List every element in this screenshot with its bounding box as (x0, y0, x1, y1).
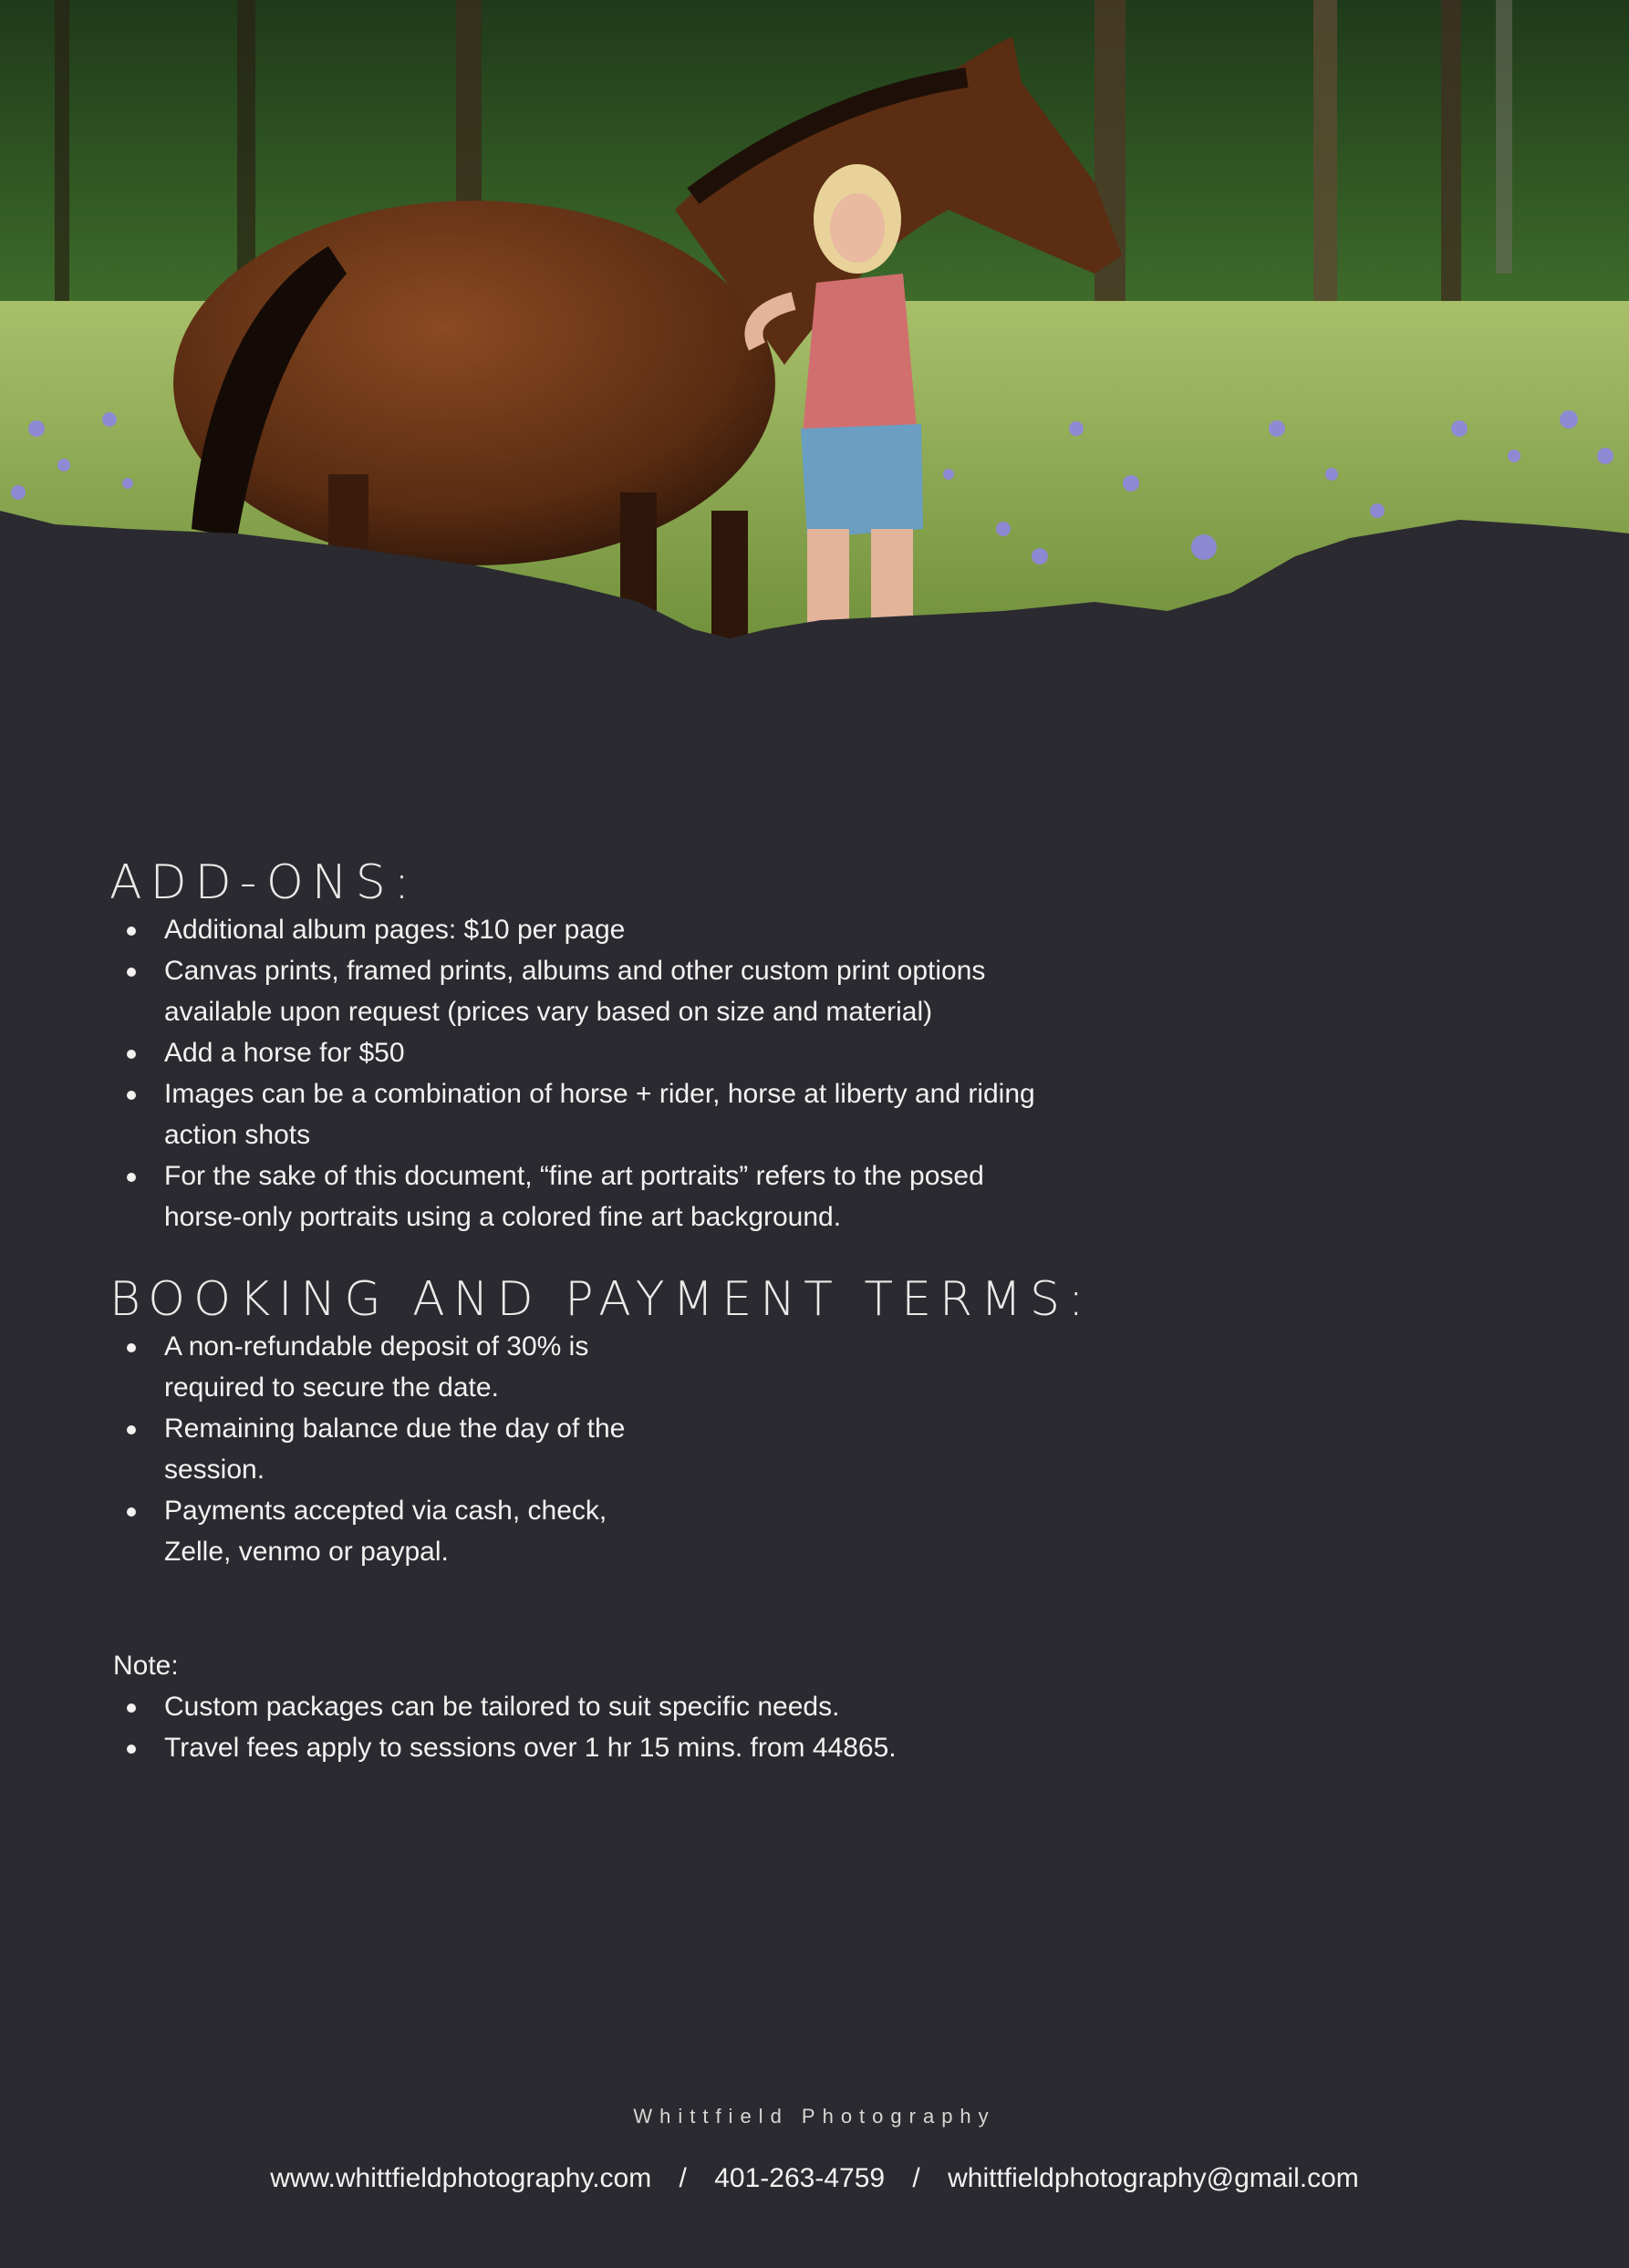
note-section (109, 1645, 1532, 1768)
website-link[interactable]: www.whittfieldphotography.com (270, 2163, 652, 2193)
list-item: Add a horse for $50 (109, 1032, 1058, 1073)
hero-photo (0, 0, 1629, 657)
list-item: Canvas prints, framed prints, albums and other custom print options available upon request (prices vary based on size and material) (109, 950, 1058, 1032)
footer-brand: Whittfield Photography (633, 2105, 996, 2128)
note-list (109, 1686, 1113, 1768)
list-item: Images can be a combination of horse + rider, horse at liberty and riding action shots (109, 1073, 1058, 1155)
phone-link[interactable]: 401-263-4759 (714, 2163, 886, 2193)
list-item: Payments accepted via cash, check, Zelle, venmo or paypal. (109, 1490, 675, 1572)
list-item: A non-refundable deposit of 30% is required to secure the date. (109, 1326, 675, 1408)
list-item: For the sake of this document, “fine art portraits” refers to the posed horse-only portraits using a colored fine art background. (109, 1155, 1058, 1238)
booking-list (109, 1326, 675, 1572)
content (109, 857, 1532, 1768)
booking-heading: BOOKING AND PAYMENT TERMS: (109, 1272, 1093, 1328)
separator: / (912, 2163, 920, 2193)
separator: / (679, 2163, 687, 2193)
list-item: Remaining balance due the day of the session. (109, 1408, 675, 1490)
email-link[interactable]: whittfieldphotography@gmail.com (948, 2163, 1359, 2193)
note-label: Note: (113, 1651, 179, 1682)
addons-list (109, 909, 1058, 1238)
horse-and-rider-photo-icon (0, 0, 1629, 657)
footer-contacts (0, 2163, 1629, 2194)
list-item: Custom packages can be tailored to suit specific needs. (109, 1686, 1113, 1727)
list-item: Travel fees apply to sessions over 1 hr 15 mins. from 44865. (109, 1727, 1113, 1768)
list-item: Additional album pages: $10 per page (109, 909, 1058, 950)
addons-heading: ADD-ONS: (109, 855, 419, 910)
